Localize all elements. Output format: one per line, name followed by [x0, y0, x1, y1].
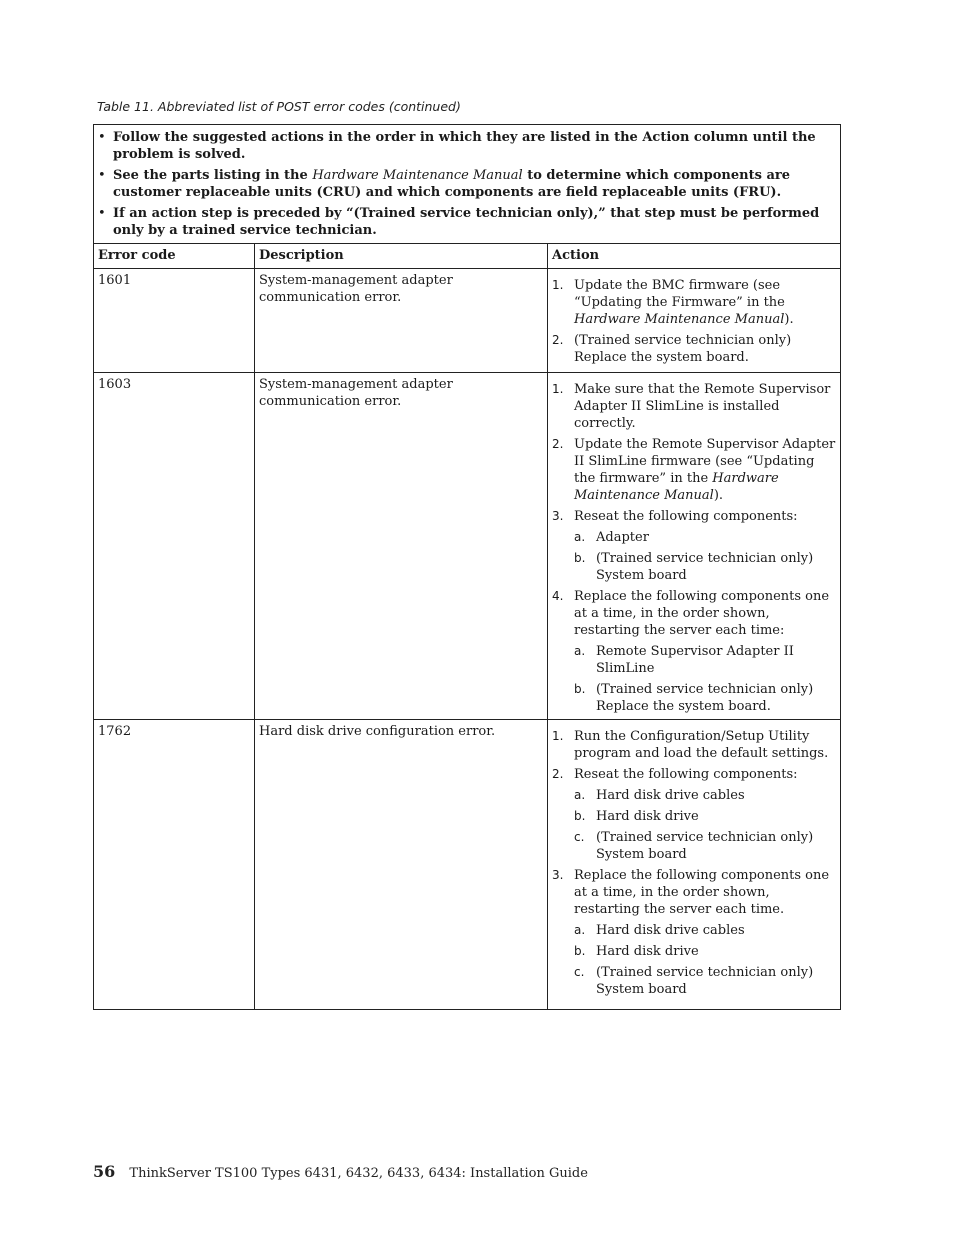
sub-step — [574, 964, 836, 998]
step-text: ). — [713, 488, 724, 503]
sub-step-text: (Trained service technician only) System board — [596, 551, 814, 583]
sub-step-text: Hard disk drive cables — [596, 788, 745, 803]
action-cell — [548, 373, 841, 720]
bullet-icon: • — [98, 130, 106, 145]
error-code-cell: 1762 — [94, 720, 255, 1010]
sub-step — [574, 829, 836, 863]
sub-step — [574, 529, 836, 546]
sub-steps — [574, 529, 836, 584]
sub-step-letter: a. — [574, 644, 586, 658]
step-text: ). — [784, 312, 794, 327]
note-text: Follow the suggested actions in the order in which they are listed in the Action column until the problem is solved. — [113, 130, 816, 162]
note-text: If an action step is preceded by “(Trained service technician only),” that step must be performed only by a trained service technician. — [113, 206, 820, 238]
step-number: 1. — [552, 729, 564, 743]
action-step — [552, 332, 836, 366]
action-step — [552, 728, 836, 762]
note-item — [98, 167, 834, 201]
sub-step — [574, 643, 836, 677]
sub-step — [574, 681, 836, 715]
action-steps — [552, 277, 836, 366]
note-text: See the parts listing in the — [113, 168, 313, 183]
sub-step-text: Remote Supervisor Adapter II SlimLine — [596, 644, 794, 676]
step-number: 3. — [552, 509, 564, 523]
table-caption: Table 11. Abbreviated list of POST error codes (continued) — [97, 99, 461, 114]
description-cell: System-management adapter communication error. — [255, 269, 548, 373]
bullet-icon: • — [98, 168, 106, 183]
note-item — [98, 129, 834, 163]
column-header-action: Action — [548, 244, 841, 269]
page-number: 56 — [93, 1162, 116, 1181]
action-step — [552, 588, 836, 715]
sub-step-letter: a. — [574, 530, 586, 544]
action-steps — [552, 728, 836, 998]
error-code-cell: 1603 — [94, 373, 255, 720]
sub-step-text: (Trained service technician only) Replace the system board. — [596, 682, 814, 714]
step-text: Reseat the following components: — [574, 767, 798, 782]
step-text: Replace the following components one at a time, in the order shown, restarting the server each time: — [574, 589, 830, 638]
manual-title: Hardware Maintenance Manual — [574, 471, 779, 503]
step-text: Update the BMC firmware (see “Updating the Firmware” in the — [574, 278, 785, 310]
sub-steps — [574, 787, 836, 863]
action-steps — [552, 381, 836, 715]
sub-steps — [574, 922, 836, 998]
notes-row — [94, 125, 841, 244]
sub-step-text: Hard disk drive cables — [596, 923, 745, 938]
table-row — [94, 269, 841, 373]
step-number: 2. — [552, 333, 564, 347]
action-step — [552, 508, 836, 584]
sub-step-letter: b. — [574, 944, 586, 958]
action-cell — [548, 269, 841, 373]
manual-title: Hardware Maintenance Manual — [574, 312, 785, 327]
step-text: Replace the following components one at a time, in the order shown, restarting the server each time. — [574, 868, 830, 917]
step-text: Reseat the following components: — [574, 509, 798, 524]
sub-step — [574, 787, 836, 804]
column-header-error-code: Error code — [94, 244, 255, 269]
sub-step-letter: b. — [574, 682, 586, 696]
post-error-table — [93, 124, 841, 1010]
action-step — [552, 277, 836, 328]
sub-step-text: Adapter — [596, 530, 649, 545]
notes-list — [98, 129, 834, 239]
note-item — [98, 205, 834, 239]
step-number: 2. — [552, 437, 564, 451]
header-row — [94, 244, 841, 269]
step-text: (Trained service technician only) Replace the system board. — [574, 333, 792, 365]
step-number: 2. — [552, 767, 564, 781]
sub-step-text: (Trained service technician only) System board — [596, 965, 814, 997]
sub-step-letter: c. — [574, 830, 585, 844]
sub-step-letter: a. — [574, 923, 586, 937]
step-number: 1. — [552, 278, 564, 292]
table-row — [94, 373, 841, 720]
step-text: Make sure that the Remote Supervisor Adapter II SlimLine is installed correctly. — [574, 382, 831, 431]
sub-step-text: Hard disk drive — [596, 944, 699, 959]
step-number: 3. — [552, 868, 564, 882]
sub-steps — [574, 643, 836, 715]
description-cell: System-management adapter communication error. — [255, 373, 548, 720]
step-number: 1. — [552, 382, 564, 396]
action-step — [552, 766, 836, 863]
sub-step-letter: b. — [574, 551, 586, 565]
action-cell — [548, 720, 841, 1010]
step-text: Run the Configuration/Setup Utility program and load the default settings. — [574, 729, 829, 761]
manual-title: Hardware Maintenance Manual — [312, 168, 523, 183]
sub-step-letter: c. — [574, 965, 585, 979]
document-title: ThinkServer TS100 Types 6431, 6432, 6433, 6434: Installation Guide — [129, 1166, 588, 1181]
page-footer — [93, 1162, 588, 1181]
step-text: Update the Remote Supervisor Adapter II SlimLine firmware (see “Updating the firmware” in the — [574, 437, 836, 486]
sub-step-letter: b. — [574, 809, 586, 823]
sub-step-letter: a. — [574, 788, 586, 802]
sub-step-text: Hard disk drive — [596, 809, 699, 824]
sub-step — [574, 808, 836, 825]
note-text: to determine which components are customer replaceable units (CRU) and which components are field replaceable units (FRU). — [113, 168, 790, 200]
action-step — [552, 867, 836, 998]
description-cell: Hard disk drive configuration error. — [255, 720, 548, 1010]
bullet-icon: • — [98, 206, 106, 221]
step-number: 4. — [552, 589, 564, 603]
notes-cell — [94, 125, 841, 244]
action-step — [552, 436, 836, 504]
table-row — [94, 720, 841, 1010]
sub-step — [574, 943, 836, 960]
sub-step — [574, 922, 836, 939]
sub-step — [574, 550, 836, 584]
action-step — [552, 381, 836, 432]
sub-step-text: (Trained service technician only) System board — [596, 830, 814, 862]
column-header-description: Description — [255, 244, 548, 269]
error-code-cell: 1601 — [94, 269, 255, 373]
